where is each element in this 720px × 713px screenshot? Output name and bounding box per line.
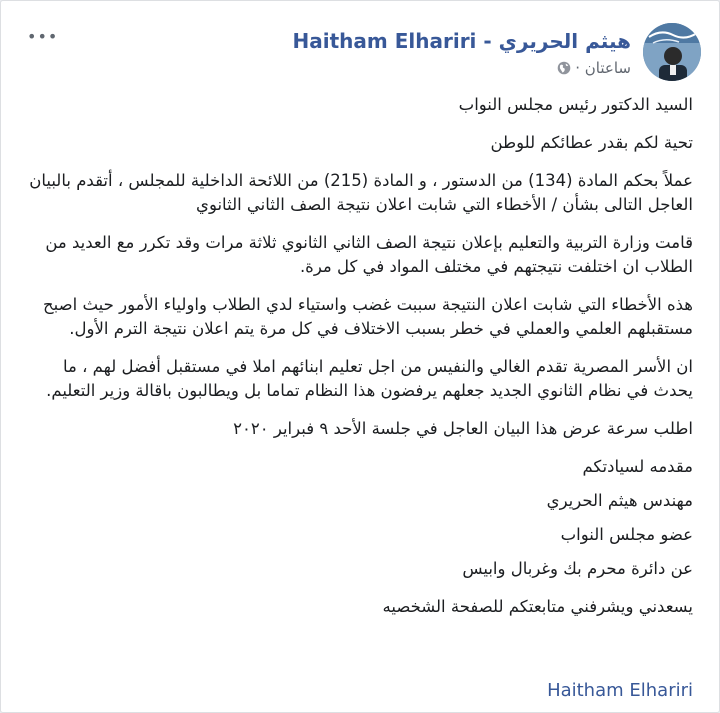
post-paragraph: ان الأسر المصرية تقدم الغالي والنفيس من اجل تعليم ابنائهم املا في مستقبل أفضل لهم ، ما يحدث في نظام الثانوي الجديد جعلهم يرفضون هذا النظام تماما بل ويطالبون باقالة وزير التعليم. bbox=[46, 357, 693, 400]
avatar[interactable] bbox=[643, 23, 701, 81]
post-paragraph: السيد الدكتور رئيس مجلس النواب bbox=[458, 95, 693, 114]
post-meta bbox=[293, 59, 631, 77]
globe-icon[interactable] bbox=[557, 61, 571, 75]
signature-line: مقدمه لسيادتكم bbox=[582, 457, 693, 476]
post-time[interactable]: ساعتان · bbox=[575, 59, 631, 77]
signature-line: عن دائرة محرم بك وغربال وابيس bbox=[462, 559, 693, 578]
footer-author-link[interactable]: Haitham Elhariri bbox=[547, 680, 693, 701]
post-header bbox=[19, 23, 701, 83]
post-paragraph: عملاً بحكم المادة (134) من الدستور ، و المادة (215) من اللائحة الداخلية للمجلس ، أتقدم بالبيان العاجل التالى بشأن / الأخطاء التي شابت اعلان نتيجة الصف الثاني الثانوي bbox=[29, 171, 693, 214]
post-body bbox=[19, 93, 693, 633]
post-paragraph: هذه الأخطاء التي شابت اعلان النتيجة سببت غضب واستياء لدي الطلاب واولياء الأمور حيث اصبح مستقبلهم العلمي والعملي في خطر بسبب الاختلاف في كل مرة يتم اعلان نتيجة الترم الأول. bbox=[43, 295, 693, 338]
author-block bbox=[293, 29, 631, 77]
signature-block bbox=[19, 455, 693, 581]
closing-line: يسعدني ويشرفني متابعتكم للصفحة الشخصيه bbox=[382, 597, 693, 616]
more-options-icon[interactable]: ••• bbox=[27, 27, 59, 46]
signature-line: عضو مجلس النواب bbox=[560, 525, 693, 544]
post-paragraph: تحية لكم بقدر عطائكم للوطن bbox=[490, 133, 693, 152]
post-paragraph: اطلب سرعة عرض هذا البيان العاجل في جلسة الأحد ٩ فبراير ٢٠٢٠ bbox=[233, 419, 693, 438]
author-name[interactable]: هيثم الحريري - Haitham Elhariri bbox=[292, 29, 631, 53]
signature-line: مهندس هيثم الحريري bbox=[546, 491, 693, 510]
post-paragraph: قامت وزارة التربية والتعليم بإعلان نتيجة الصف الثاني الثانوي ثلاثة مرات وقد تكرر مع العديد من الطلاب ان اختلفت نتيجتهم في مختلف المواد في كل مرة. bbox=[45, 233, 693, 276]
